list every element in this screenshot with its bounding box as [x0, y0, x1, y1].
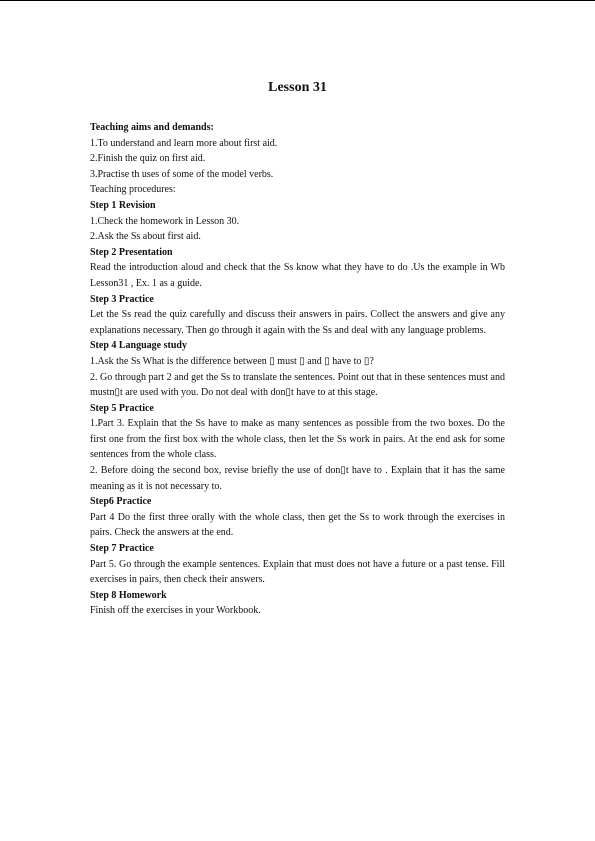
step-8-paragraph: Finish off the exercises in your Workbook. [90, 605, 261, 617]
step-heading-2: Step 2 Presentation [90, 246, 173, 258]
page-title: Lesson 31 [268, 80, 327, 95]
step-5-paragraph: 2. Before doing the second box, revise briefly the use of don▯t have to . Explain that it has the same meaning as it is not necessary to. [90, 465, 505, 492]
step-heading-5: Step 5 Practice [90, 402, 154, 414]
step-heading-8: Step 8 Homework [90, 589, 167, 601]
aims-heading: Teaching aims and demands: [90, 122, 214, 133]
step-6-paragraph: Part 4 Do the first three orally with the whole class, then get the Ss to work through the exercises in pairs. Check the answers at the end. [90, 511, 505, 539]
step-heading-7: Step 7 Practice [90, 543, 154, 555]
step-heading-4: Step 4 Language study [90, 340, 187, 352]
procedures-label: Teaching procedures: [90, 184, 176, 196]
top-border-line [0, 0, 595, 1]
aim-item: 2.Finish the quiz on first aid. [90, 153, 206, 165]
step-2-paragraph: Read the introduction aloud and check that the Ss know what they have to do .Us the example in Wb Lesson31 , Ex. 1 as a guide. [90, 262, 505, 289]
step-7-paragraph: Part 5. Go through the example sentences. Explain that must does not have a future or a past tense. Fill exercises in pairs, then check their answers. [90, 558, 505, 586]
step-1-line: 1.Check the homework in Lesson 30. [90, 215, 240, 227]
aim-item: 1.To understand and learn more about first aid. [90, 137, 278, 149]
step-heading-3: Step 3 Practice [90, 293, 154, 305]
aim-item: 3.Practise th uses of some of the model verbs. [90, 168, 274, 180]
step-heading-1: Step 1 Revision [90, 199, 156, 211]
step-1-line: 2.Ask the Ss about first aid. [90, 231, 201, 243]
step-4-paragraph: 1.Ask the Ss What is the difference between ▯ must ▯ and ▯ have to ▯? [90, 355, 374, 367]
step-5-paragraph: 1.Part 3. Explain that the Ss have to make as many sentences as possible from the two boxes. Do the first one from the first box with the whole class, then let the Ss work in pairs. At the end ask for some sentences from the whole class. [90, 418, 505, 461]
step-4-paragraph: 2. Go through part 2 and get the Ss to translate the sentences. Point out that in these sentences must and mustn▯t are used with you. Do not deal with don▯t have to at this stage. [90, 371, 505, 399]
step-3-paragraph: Let the Ss read the quiz carefully and discuss their answers in pairs. Collect the answers and give any explanations necessary. Then go through it again with the Ss and deal with any language problems. [90, 309, 505, 336]
step-heading-6: Step6 Practice [90, 496, 152, 508]
document-body [90, 120, 505, 619]
